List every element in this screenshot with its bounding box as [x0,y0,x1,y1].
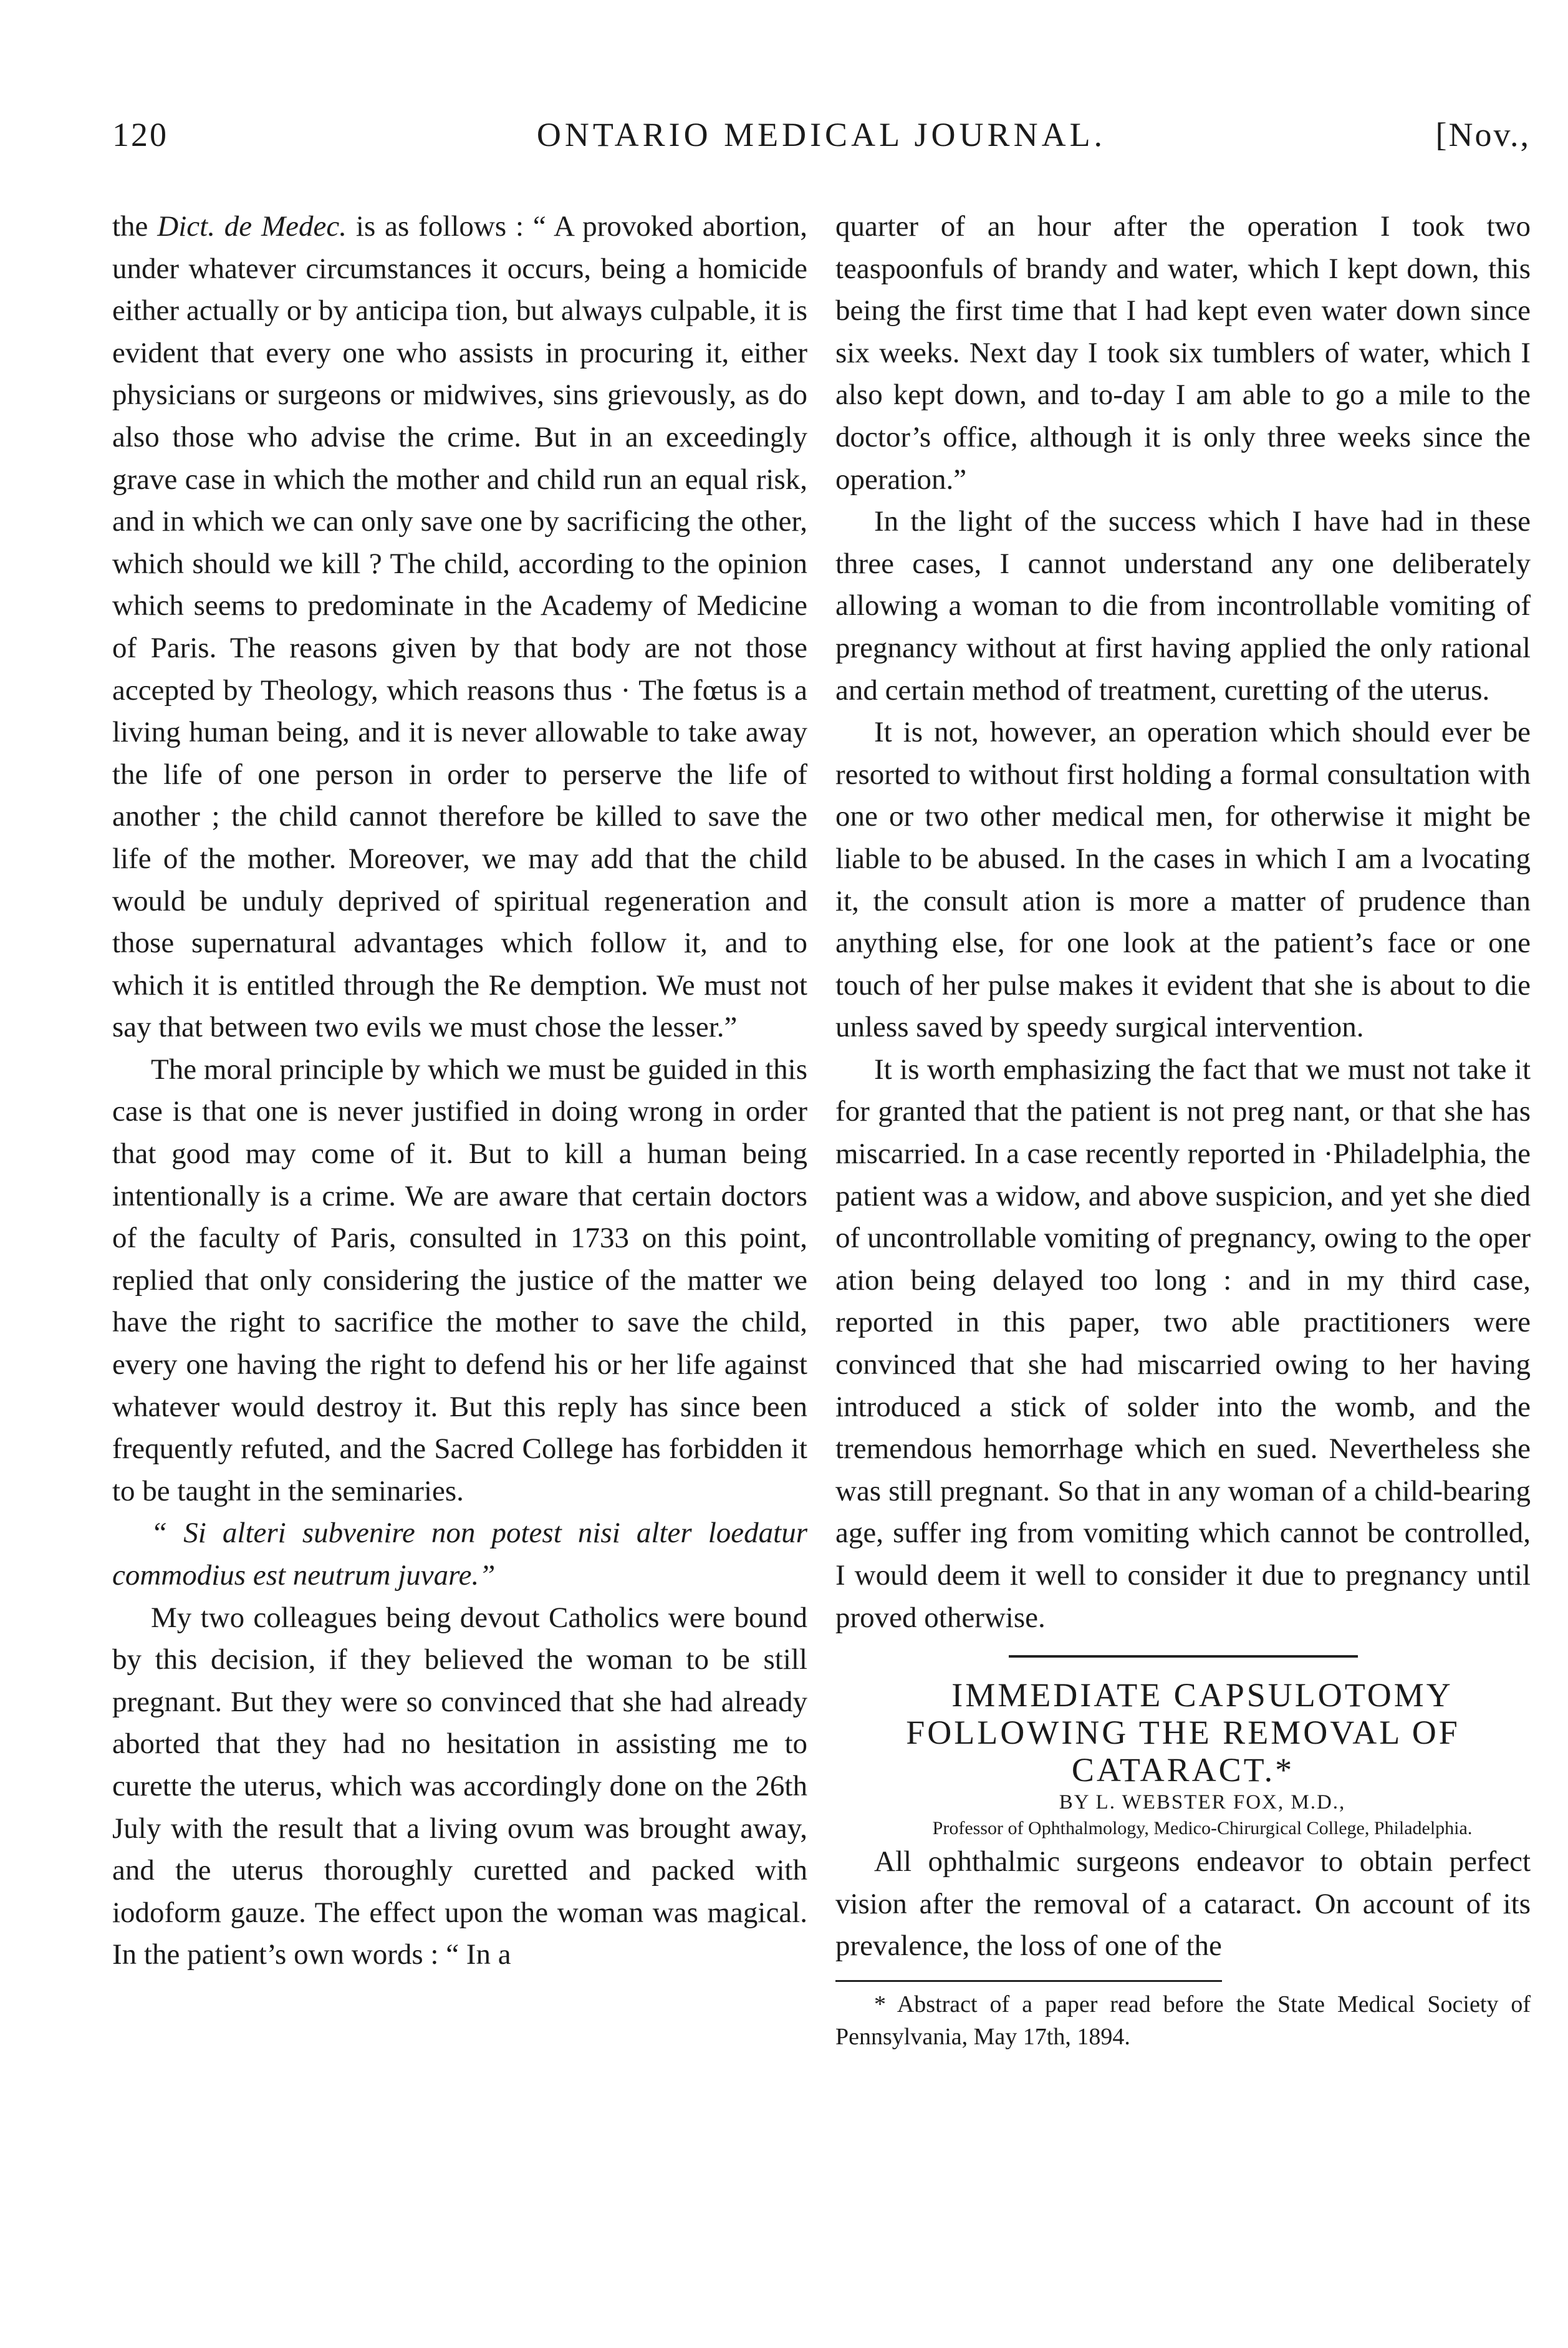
paragraph: It is not, however, an operation which should ever be resorted to without first holding a formal consultation with one or two other medical men, for otherwise it might be liable to be abused. In the cases in which I am a lvocating it, the consult ation is more a matter of prudence than anything else, for one look at the patient’s face or one touch of her pulse makes it evident that she is about to die unless saved by speedy surgical intervention. [835,716,1531,1044]
left-column [112,206,807,1976]
issue-month: [Nov., [1435,116,1531,153]
page-number: 120 [112,116,168,153]
text-run: is as follows : “ A provoked abortion, under whatever circumstances it occurs, being a homicide either actually or by anticipa tion, but always culpable, it is evident that every one who assists in procuring it, either physicians or surgeons or midwives, sins grievously, as do also those who advise the crime. But in an exceedingly grave case in which the mother and child run an equal risk, and in which we can only save one by sacrificing the other, which should we kill ? The child, according to the opinion which seems to predominate in the Academy of Medicine of Paris. The reasons given by that body are not those accepted by Theology, which reasons thus · The fœtus is a living human being, and it is never allowable to take away the life of one person in order to perserve the life of another ; the child cannot therefore be killed to save the life of the mother. Moreover, we may add that the child would be unduly deprived of spiritual regeneration and those supernatural advantages which follow it, and to which it is entitled through the Re demption. We must not say that between two evils we must chose the lesser.” [112,210,807,1044]
paragraph: The moral principle by which we must be guided in this case is that one is never justified in doing wrong in order that good may come of it. But to kill a human being intentionally is a crime. We are aware that certain doctors of the faculty of Paris, consulted in 1733 on this point, replied that only considering the justice of the matter we have the right to sacrifice the mother to save the child, every one having the right to defend his or her life against whatever would destroy it. But this reply has since been frequently refuted, and the Sacred College has forbidden it to be taught in the seminaries. [112,1053,807,1507]
text-run: the [112,210,158,243]
right-column [835,206,1531,2053]
paragraph: It is worth emphasizing the fact that we must not take it for granted that the patient is not preg nant, or that she has miscarried. In a case recently reported in ·Philadelphia, the patient was a widow, and above suspicion, and yet she died of uncontrollable vomiting of pregnancy, owing to the oper ation being delayed too long : and in my third case, reported in this paper, two able practitioners were convinced that she had miscarried owing to her having introduced a stick of solder into the womb, and the tremendous hemorrhage which en sued. Nevertheless she was still pregnant. So that in any woman of a child-bearing age, suffer ing from vomiting which cannot be controlled, I would deem it well to consider it due to pregnancy until proved otherwise. [835,1053,1531,1634]
latin-maxim: “ Si alteri subvenire non potest nisi alter loedatur commodius est neutrum juvare.” [112,1517,807,1592]
journal-title: ONTARIO MEDICAL JOURNAL. [536,116,1107,153]
article-title: IMMEDIATE CAPSULOTOMY FOLLOWING THE REMOVAL OF CATARACT.* [906,1676,1460,1789]
paragraph: My two colleagues being devout Catholics were bound by this decision, if they believed the woman to be still pregnant. But they were so convinced that she had already aborted that they had no hesitation in assisting me to curette the uterus, which was accordingly done on the 26th July with the result that a living ovum was brought away, and the uterus thoroughly curetted and packed with iodoform gauze. The effect upon the woman was magical. In the patient’s own words : “ In a [112,1601,807,1971]
section-divider [1009,1655,1358,1658]
paragraph: All ophthalmic surgeons endeavor to obtain perfect vision after the removal of a cataract. On account of its prevalence, the loss of one of the [835,1845,1531,1963]
italic-citation: Dict. de Medec. [157,210,347,243]
paragraph: quarter of an hour after the operation I took two teaspoonfuls of brandy and water, which I kept down, this being the first time that I had kept even water down since six weeks. Next day I took six tumblers of water, which I also kept down, and to-day I am able to go a mile to the doctor’s office, although it is only three weeks since the operation.” [835,210,1531,496]
footnote: * Abstract of a paper read before the State Medical Society of Pennsylvania, May 17th, 1894. [835,1991,1531,2050]
author-affiliation: Professor of Ophthalmology, Medico-Chirurgical College, Philadelphia. [932,1818,1473,1839]
footnote-divider [835,1980,1222,1982]
paragraph [112,206,807,1049]
running-head [112,115,1531,165]
article-byline: BY L. WEBSTER FOX, M.D., [1059,1791,1346,1814]
paragraph: In the light of the success which I have had in these three cases, I cannot understand any one deliberately allowing a woman to die from incontrollable vomiting of pregnancy without at first having applied the only rational and certain method of treatment, curetting of the uterus. [835,505,1531,707]
